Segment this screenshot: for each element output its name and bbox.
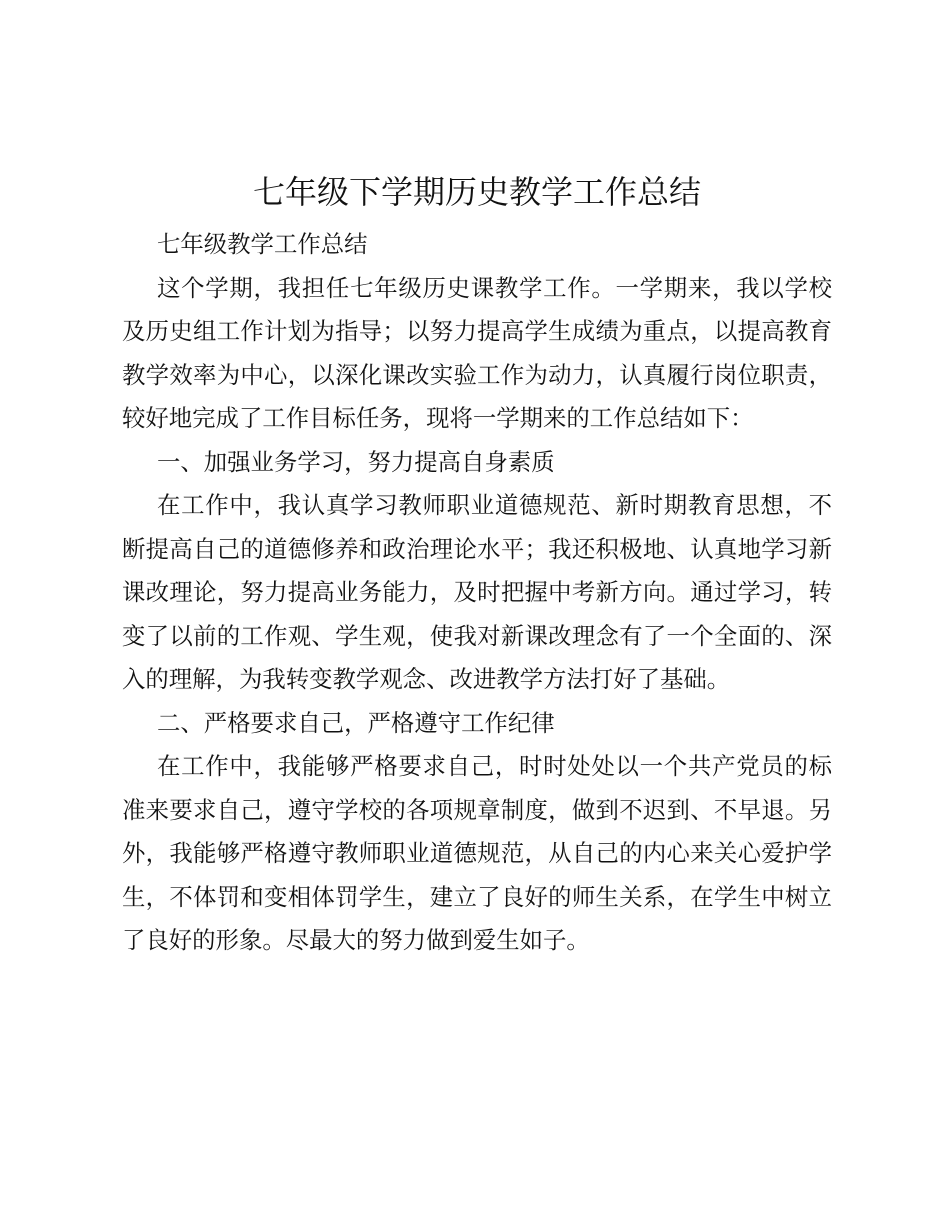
section-1-body: 在工作中，我认真学习教师职业道德规范、新时期教育思想，不断提高自己的道德修养和政治理论水平；我还积极地、认真地学习新课改理论，努力提高业务能力，及时把握中考新方向。通过学习，转变了以前的工作观、学生观，使我对新课改理念有了一个全面的、深入的理解，为我转变教学观念、改进教学方法打好了基础。 xyxy=(122,491,832,693)
section-1-heading: 一、加强业务学习，努力提高自身素质 xyxy=(157,447,555,476)
document-subtitle: 七年级教学工作总结 xyxy=(157,230,368,258)
document-title: 七年级下学期历史教学工作总结 xyxy=(252,173,701,211)
section-2-heading: 二、严格要求自己，严格遵守工作纪律 xyxy=(157,708,555,737)
document-page xyxy=(122,168,832,963)
section-2-body: 在工作中，我能够严格要求自己，时时处处以一个共产党员的标准来要求自己，遵守学校的各项规章制度，做到不迟到、不早退。另外，我能够严格遵守教师职业道德规范，从自己的内心来关心爱护学生，不体罚和变相体罚学生，建立了良好的师生关系，在学生中树立了良好的形象。尽最大的努力做到爱生如子。 xyxy=(122,752,832,954)
intro-paragraph: 这个学期，我担任七年级历史课教学工作。一学期来，我以学校及历史组工作计划为指导；以努力提高学生成绩为重点，以提高教育教学效率为中心，以深化课改实验工作为动力，认真履行岗位职责，较好地完成了工作目标任务，现将一学期来的工作总结如下： xyxy=(122,273,832,432)
